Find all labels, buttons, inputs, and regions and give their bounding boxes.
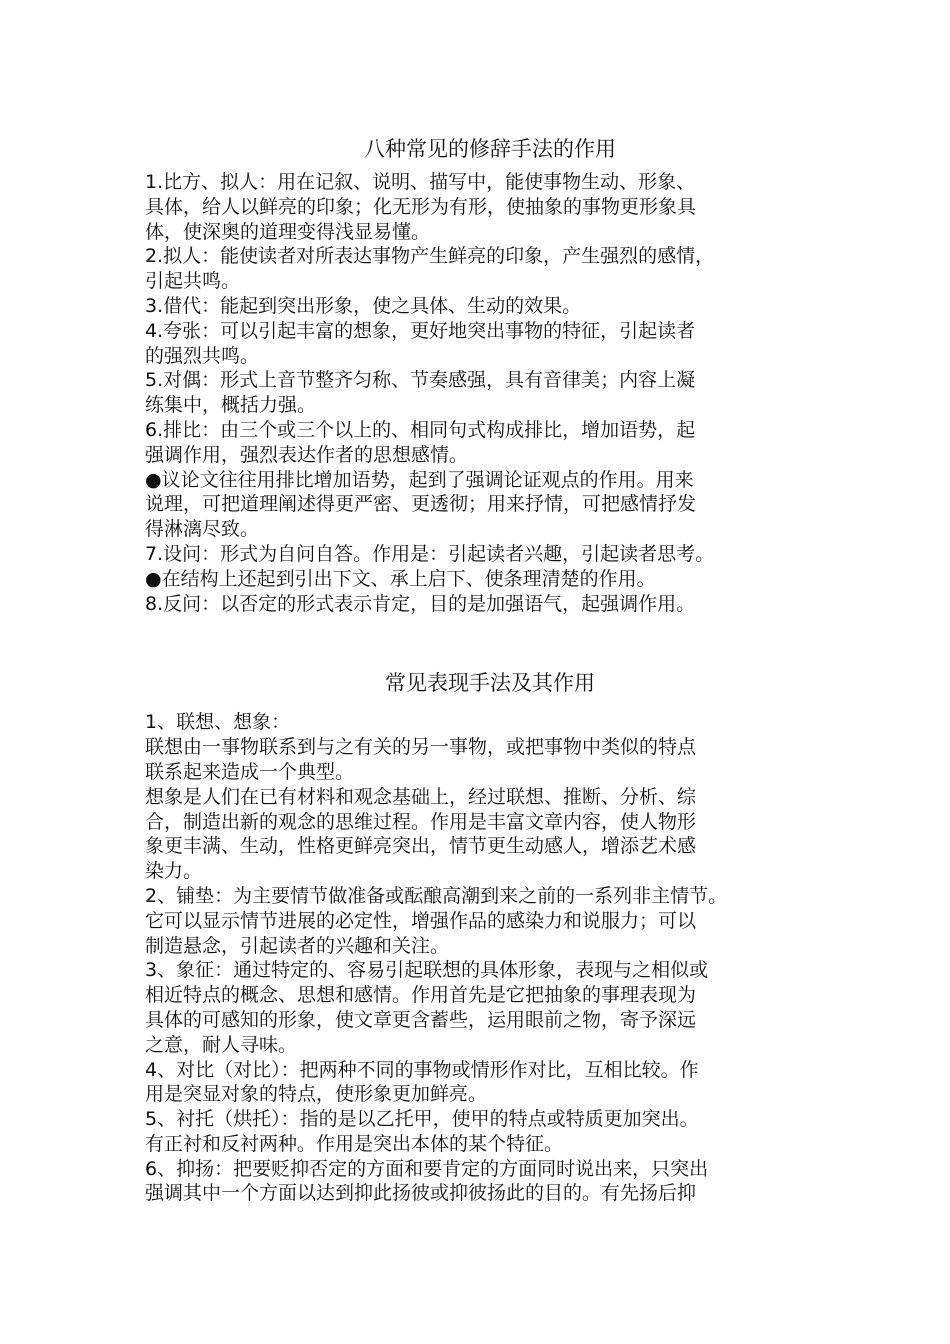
expression-section [145,668,835,1206]
paragraph: 8.反问：以否定的形式表示肯定，目的是加强语气，起强调作用。 [145,592,696,615]
paragraph: 2、铺垫：为主要情节做准备或酝酿高潮到来之前的一系列非主情节。 它可以显示情节进展的必定性，增强作品的感染力和说服力；可以 制造悬念，引起读者的兴趣和关注。 [145,884,728,957]
paragraph: 3.借代：能起到突出形象，使之具体、生动的效果。 [145,294,582,317]
section-title: 常见表现手法及其作用 [385,671,595,696]
paragraph: 5、衬托（烘托）：指的是以乙托甲，使甲的特点或特质更加突出。 有正衬和反衬两种。作用是突出本体的某个特征。 [145,1108,699,1155]
paragraph: 6.排比：由三个或三个以上的、相同句式构成排比，增加语势，起 强调作用，强烈表达作者的思想感情。 [145,418,696,466]
paragraph: 4.夸张：可以引起丰富的想象，更好地突出事物的特征，引起读者 的强烈共鸣。 [145,319,696,367]
paragraph: 2.拟人：能使读者对所表达事物产生鲜亮的印象，产生强烈的感情， 引起共鸣。 [145,245,715,293]
paragraph: 5.对偶：形式上音节整齐匀称、节奏感强，具有音律美；内容上凝 练集中，概括力强。 [145,369,696,417]
paragraph: 4、对比（对比）：把两种不同的事物或情形作对比，互相比较。作 用是突显对象的特点，使形象更加鲜亮。 [145,1058,699,1106]
paragraph: 1、联想、想象： [145,711,291,734]
paragraph: 6、抑扬：把要贬抑否定的方面和要肯定的方面同时说出来，只突出 强调其中一个方面以达到抑此扬彼或抑彼扬此的目的。有先扬后抑 [145,1157,709,1205]
paragraph: 1.比方、拟人：用在记叙、说明、描写中，能使事物生动、形象、 具体，给人以鲜亮的印象；化无形为有形，使抽象的事物更形象具 体，使深奥的道理变得浅显易懂。 [145,171,697,243]
paragraph: ●议论文往往用排比增加语势，起到了强调论证观点的作用。用来 说理，可把道理阐述得更严密、更透彻；用来抒情，可把感情抒发 得淋漓尽致。 [145,468,697,541]
paragraph: 联想由一事物联系到与之有关的另一事物，或把事物中类似的特点 联系起来造成一个典型。 [145,736,697,783]
document-page [145,134,835,1206]
paragraph: 想象是人们在已有材料和观念基础上，经过联想、推断、分析、综 合，制造出新的观念的思维过程。作用是丰富文章内容，使人物形 象更丰满、生动，性格更鲜亮突出，情节更生动感人，增添艺术感 染力。 [145,785,697,883]
rhetoric-section [145,134,835,616]
paragraph: 3、象征：通过特定的、容易引起联想的具体形象，表现与之相似或 相近特点的概念、思想和感情。作用首先是它把抽象的事理表现为 具体的可感知的形象，使文章更含蓄些，运用眼前之物，寄予深远 之意，耐人寻味。 [145,959,709,1056]
paragraph: ●在结构上还起到引出下文、承上启下、使条理清楚的作用。 [145,567,656,590]
paragraph: 7.设问：形式为自问自答。作用是：引起读者兴趣，引起读者思考。 [145,542,715,565]
section-title: 八种常见的修辞手法的作用 [364,137,616,161]
